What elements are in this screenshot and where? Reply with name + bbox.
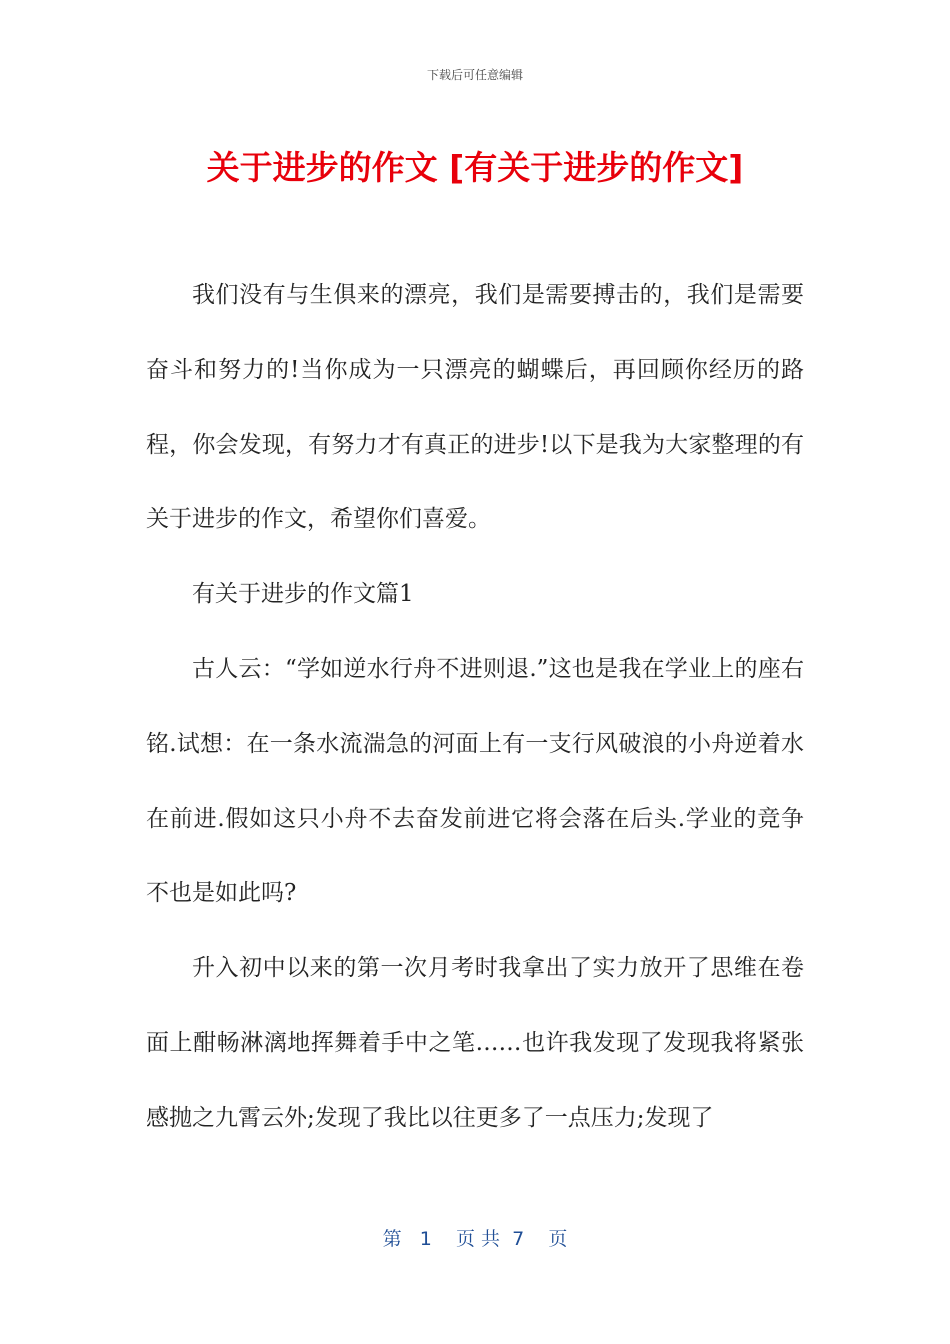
document-title: 关于进步的作文 [有关于进步的作文] (206, 148, 744, 187)
document-body (146, 258, 804, 1156)
paragraph-proverb: 古人云：“学如逆水行舟不进则退.”这也是我在学业上的座右铭.试想：在一条水流湍急的河面上有一支行风破浪的小舟逆着水在前进.假如这只小舟不去奋发前进它将会落在后头.学业的竞争不也是如此吗? (146, 655, 804, 907)
header-note: 下载后可任意编辑 (426, 68, 523, 82)
paragraph-exam: 升入初中以来的第一次月考时我拿出了实力放开了思维在卷面上酣畅淋漓地挥舞着手中之笔……也许我发现了发现我将紧张感抛之九霄云外;发现了我比以往更多了一点压力;发现了 (146, 955, 804, 1131)
page-number-footer: 第 1 页 共 7 页 (382, 1228, 568, 1250)
section-heading: 有关于进步的作文篇1 (192, 581, 414, 608)
paragraph-intro: 我们没有与生俱来的漂亮，我们是需要搏击的，我们是需要奋斗和努力的!当你成为一只漂亮的蝴蝶后，再回顾你经历的路程，你会发现，有努力才有真正的进步!以下是我为大家整理的有关于进步的作文，希望你们喜爱。 (146, 282, 804, 533)
